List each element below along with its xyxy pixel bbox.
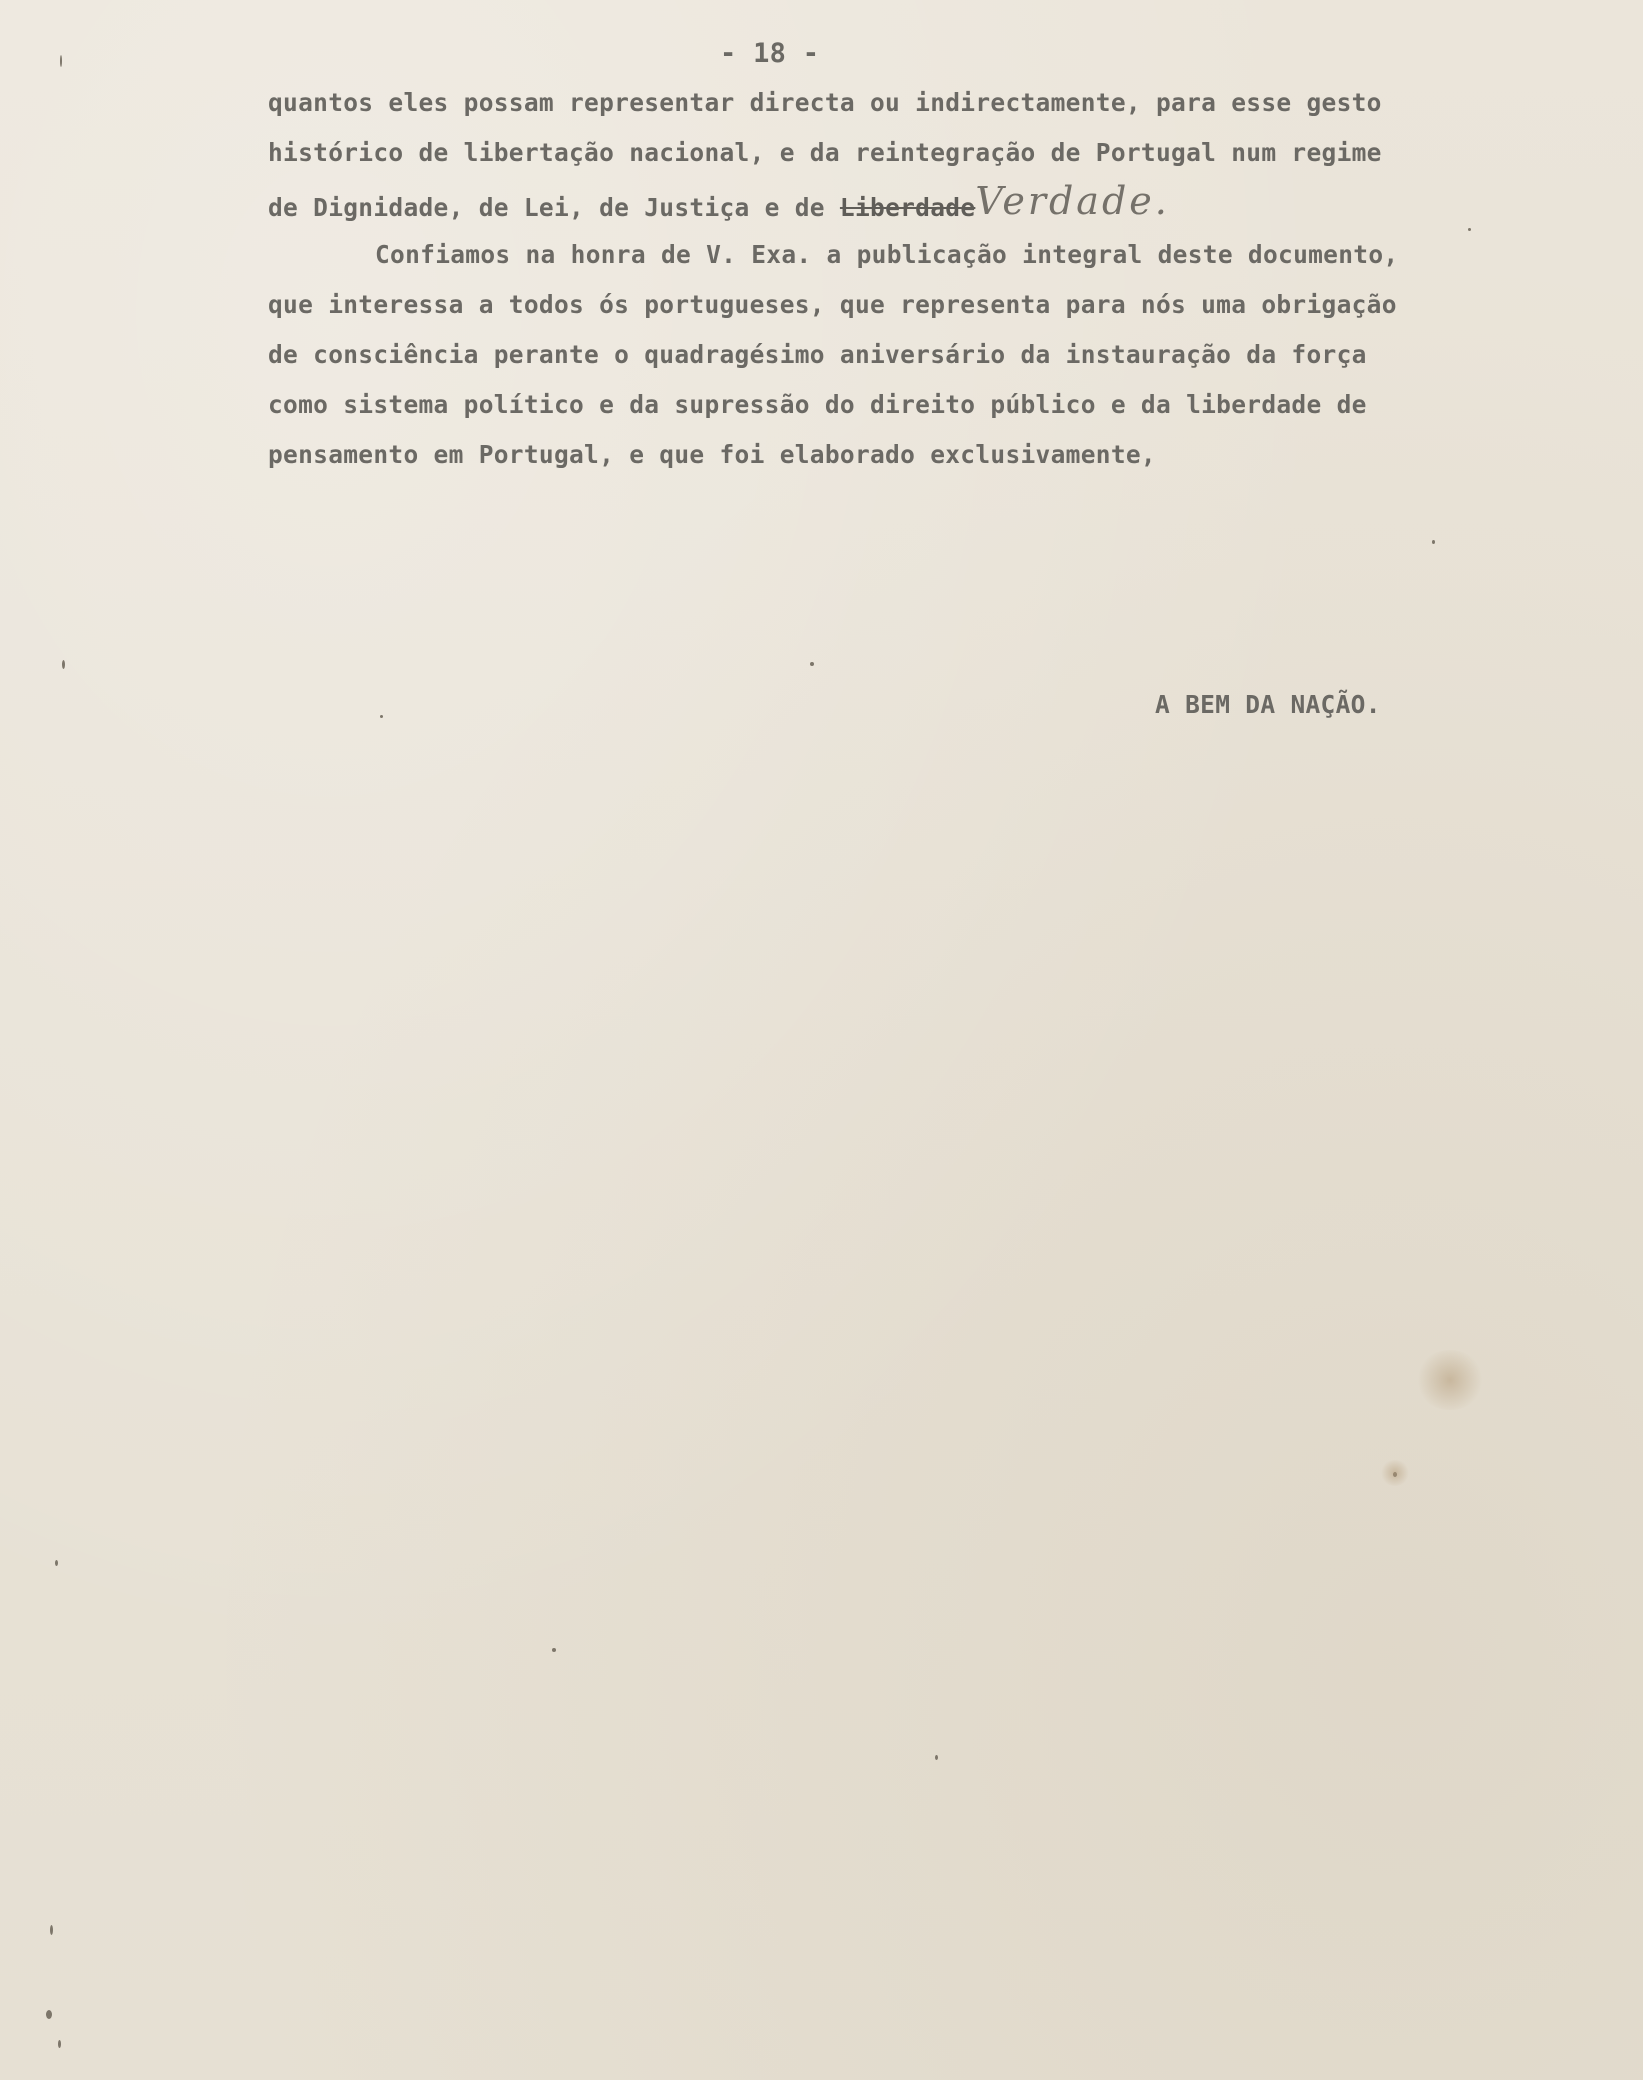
handwritten-period: . [1154, 179, 1170, 223]
page-number: - 18 - [720, 38, 820, 69]
paragraph-line: de consciência perante o quadragésimo aniversário da instauração da força [268, 340, 1367, 369]
paragraph-line: Confiamos na honra de V. Exa. a publicação integral deste documento, [375, 240, 1399, 269]
paper-speck [1468, 228, 1471, 231]
paragraph-line: quantos eles possam representar directa ou indirectamente, para esse gesto [268, 88, 1382, 117]
closing-salutation: A BEM DA NAÇÃO. [1155, 690, 1381, 719]
paper-speck [60, 55, 62, 67]
paper-speck [552, 1648, 556, 1652]
paragraph-line: que interessa a todos ós portugueses, que representa para nós uma obrigação [268, 290, 1397, 319]
paragraph-line: histórico de libertação nacional, e da reintegração de Portugal num regime [268, 138, 1382, 167]
paragraph-line: como sistema político e da supressão do direito público e da liberdade de [268, 390, 1367, 419]
paper-speck [380, 715, 383, 718]
handwritten-correction: Verdade [975, 179, 1155, 223]
paper-speck [810, 662, 814, 666]
paper-speck [62, 660, 65, 669]
paper-stain [1380, 1460, 1410, 1486]
paper-speck [46, 2010, 52, 2019]
struck-out-word: Liberdade [839, 193, 976, 222]
line-text-before-correction: de Dignidade, de Lei, de Justiça e de [268, 193, 840, 222]
paragraph-line: pensamento em Portugal, e que foi elaborado exclusivamente, [268, 440, 1156, 469]
paragraph-line-with-correction [268, 179, 1170, 223]
paper-speck [50, 1925, 53, 1935]
paper-speck [1432, 540, 1435, 544]
paper-stain [1415, 1350, 1485, 1410]
paper-speck [935, 1755, 938, 1760]
paper-speck [58, 2040, 61, 2048]
paper-speck [55, 1560, 58, 1566]
